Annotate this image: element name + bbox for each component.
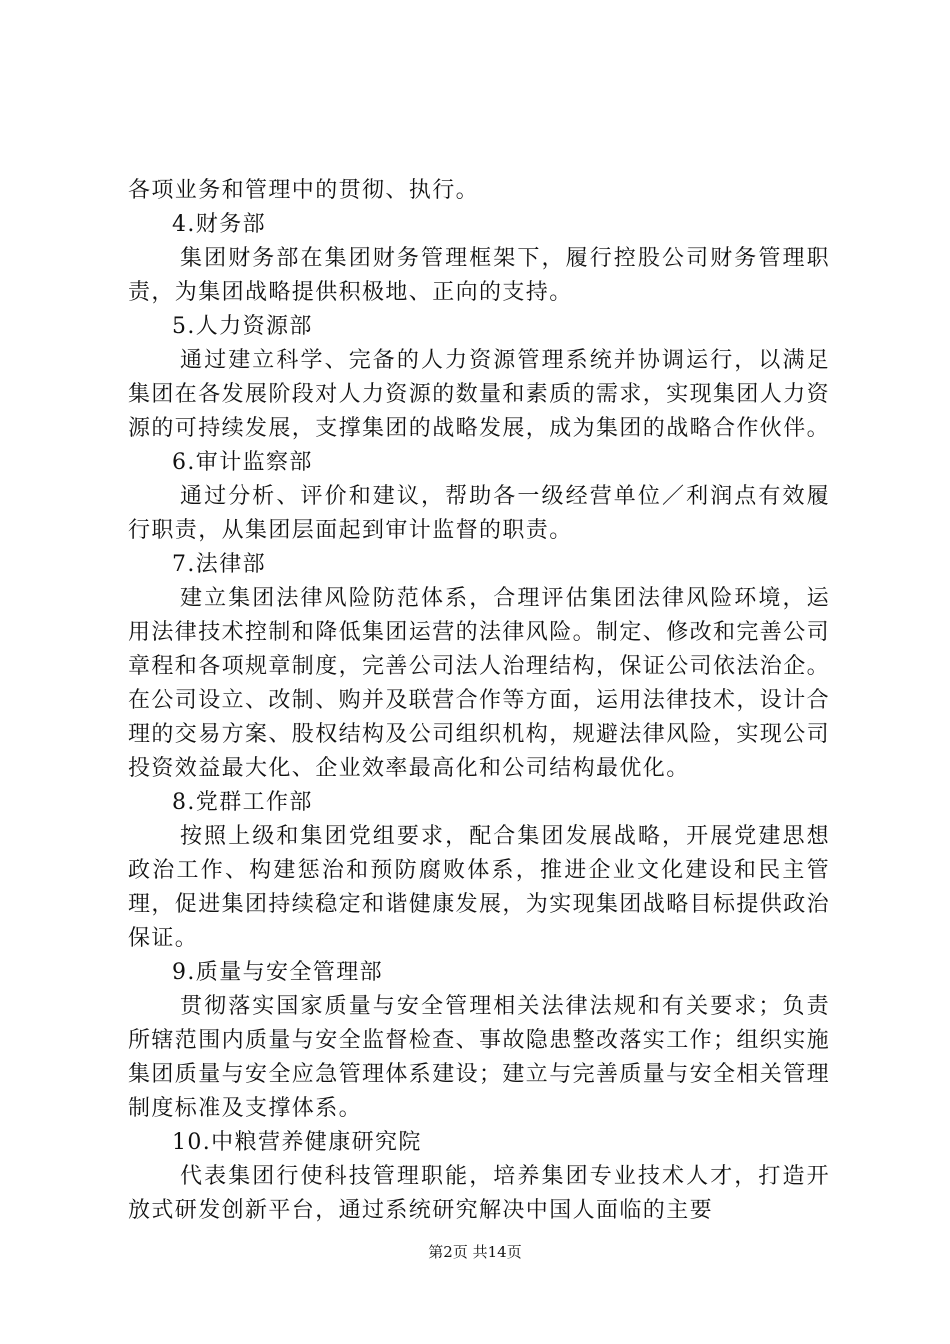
section-heading-finance: 4.财务部 <box>172 212 266 237</box>
paragraph-party: 按照上级和集团党组要求，配合集团发展战略，开展党建思想政治工作、构建惩治和预防腐败体系，推进企业文化建设和民主管理，促进集团持续稳定和谐健康发展，为实现集团战略目标提供政治保证。 <box>128 824 831 951</box>
paragraph-hr: 通过建立科学、完备的人力资源管理系统并协调运行，以满足集团在各发展阶段对人力资源的数量和素质的需求，实现集团人力资源的可持续发展，支撑集团的战略发展，成为集团的战略合作伙伴。 <box>128 348 831 441</box>
paragraph-finance: 集团财务部在集团财务管理框架下，履行控股公司财务管理职责，为集团战略提供积极地、正向的支持。 <box>128 246 830 305</box>
paragraph-quality: 贯彻落实国家质量与安全管理相关法律法规和有关要求；负责所辖范围内质量与安全监督检查、事故隐患整改落实工作；组织实施集团质量与安全应急管理体系建设；建立与完善质量与安全相关管理制度标准及支撑体系。 <box>128 994 831 1121</box>
section-heading-quality: 9.质量与安全管理部 <box>172 960 383 985</box>
paragraph-research: 代表集团行使科技管理职能，培养集团专业技术人才，打造开放式研发创新平台，通过系统研究解决中国人面临的主要 <box>128 1164 830 1223</box>
section-heading-research: 10.中粮营养健康研究院 <box>172 1130 422 1155</box>
section-heading-hr: 5.人力资源部 <box>172 314 313 339</box>
section-heading-party: 8.党群工作部 <box>172 790 313 815</box>
section-heading-legal: 7.法律部 <box>172 552 266 577</box>
paragraph-legal: 建立集团法律风险防范体系，合理评估集团法律风险环境，运用法律技术控制和降低集团运营的法律风险。制定、修改和完善公司章程和各项规章制度，完善公司法人治理结构，保证公司依法治企。在公司设立、改制、购并及联营合作等方面，运用法律技术，设计合理的交易方案、股权结构及公司组织机构，规避法律风险，实现公司投资效益最大化、企业效率最高化和公司结构最优化。 <box>128 586 831 781</box>
document-body <box>128 174 830 1228</box>
paragraph-audit: 通过分析、评价和建议，帮助各一级经营单位／利润点有效履行职责，从集团层面起到审计监督的职责。 <box>128 484 830 543</box>
section-heading-audit: 6.审计监察部 <box>172 450 313 475</box>
page-number-footer: 第2页 共14页 <box>428 1243 522 1261</box>
paragraph-continuation: 各项业务和管理中的贯彻、执行。 <box>128 178 480 203</box>
